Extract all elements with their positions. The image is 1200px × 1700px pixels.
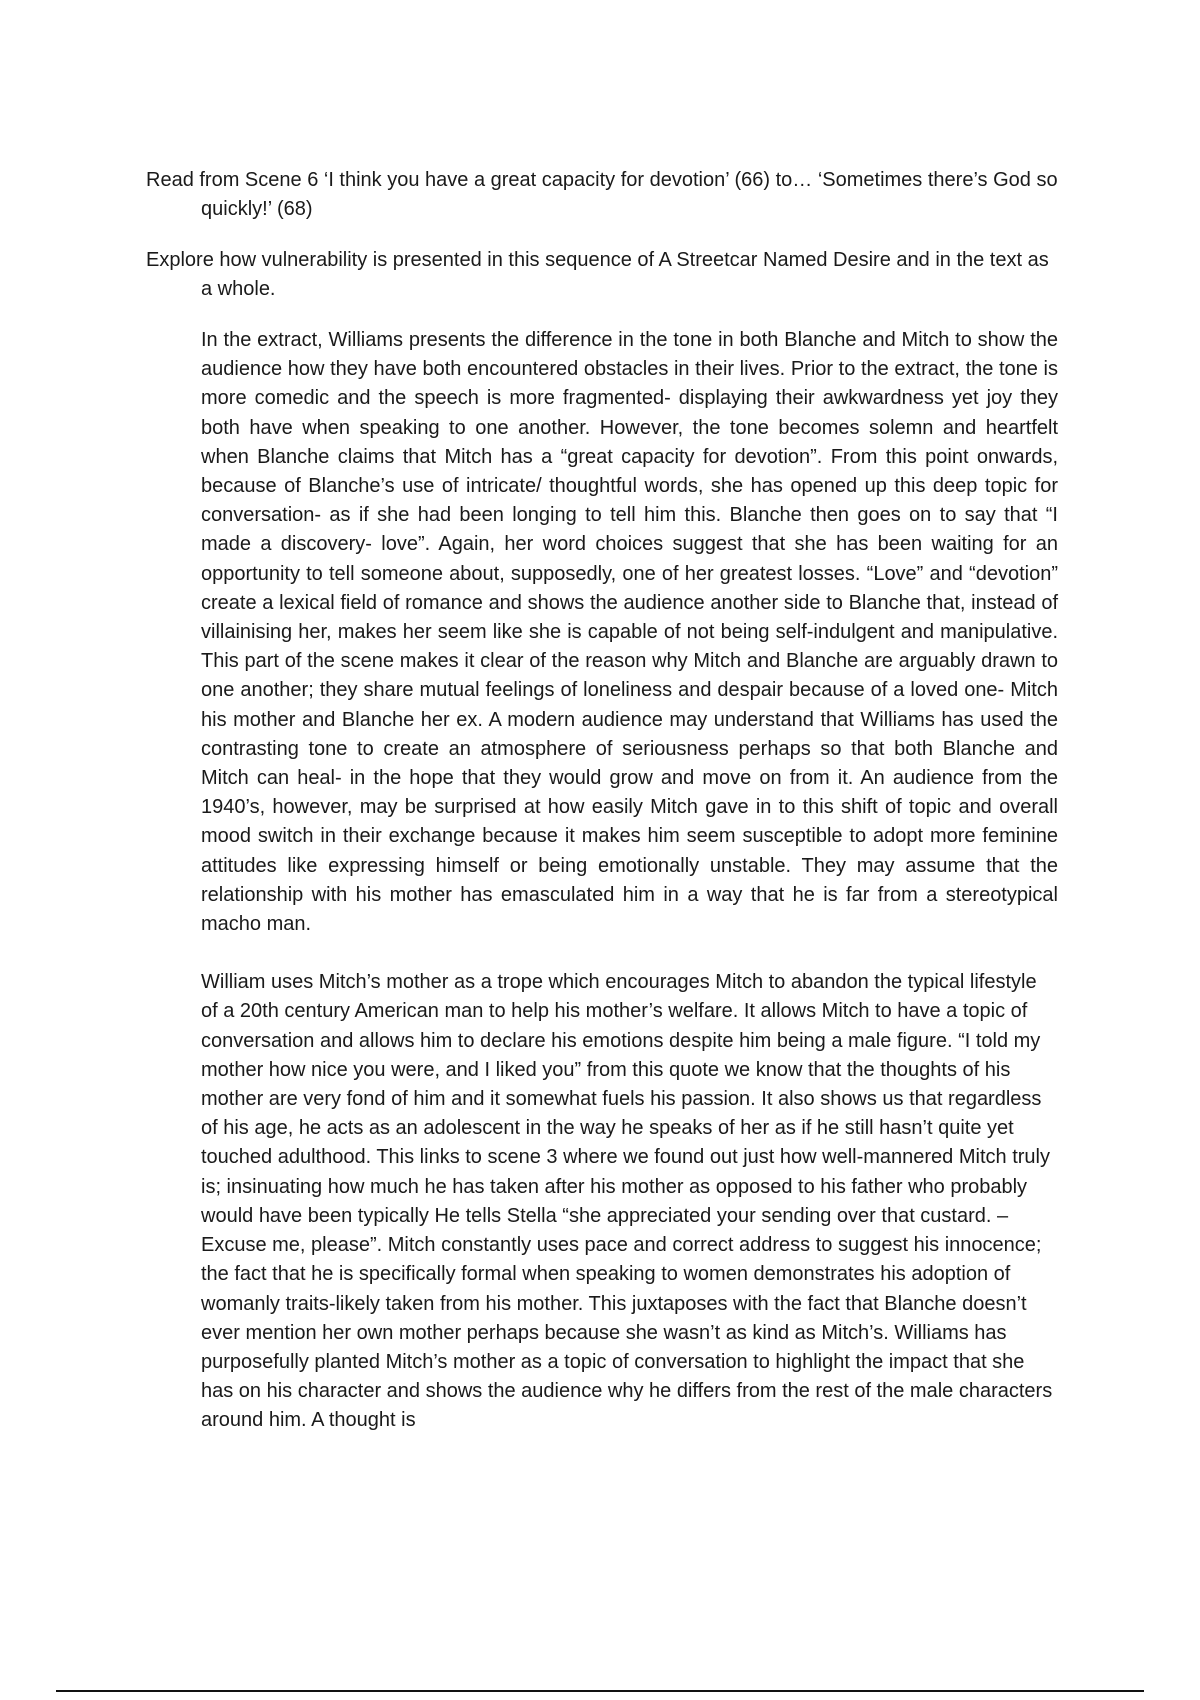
essay-question: Explore how vulnerability is presented in this sequence of A Streetcar Named Desire and in the text as a whole. bbox=[146, 249, 1049, 300]
footer-divider bbox=[56, 1690, 1144, 1692]
document-content bbox=[146, 166, 1058, 1436]
essay-paragraph-2: William uses Mitch’s mother as a trope which encourages Mitch to abandon the typical lifestyle of a 20th century American man to help his mother’s welfare. It allows Mitch to have a topic of conversation and allows him to declare his emotions despite him being a male figure. “I told my mother how nice you were, and I liked you” from this quote we know that the thoughts of his mother are very fond of him and it somewhat fuels his passion. It also shows us that regardless of his age, he acts as an adolescent in the way he speaks of her as if he still hasn’t quite yet touched adulthood. This links to scene 3 where we found out just how well-mannered Mitch truly is; insinuating how much he has taken after his mother as opposed to his father who probably would have been typically He tells Stella “she appreciated your sending over that custard. – Excuse me, please”. Mitch constantly uses pace and correct address to suggest his innocence; the fact that he is specifically formal when speaking to women demonstrates his adoption of womanly traits-likely taken from his mother. This juxtaposes with the fact that Blanche doesn’t ever mention her own mother perhaps because she wasn’t as kind as Mitch’s. Williams has purposefully planted Mitch’s mother as a topic of conversation to highlight the impact that she has on his character and shows the audience why he differs from the rest of the male characters around him. A thought is bbox=[201, 971, 1053, 1432]
paragraph-spacer bbox=[146, 939, 1058, 968]
essay-paragraph-1: In the extract, Williams presents the difference in the tone in both Blanche and Mitch to show the audience how they have both encountered obstacles in their lives. Prior to the extract, the tone is more comedic and the speech is more fragmented- displaying their awkwardness yet joy they both have when speaking to one another. However, the tone becomes solemn and heartfelt when Blanche claims that Mitch has a “great capacity for devotion”. From this point onwards, because of Blanche’s use of intricate/ thoughtful words, she has opened up this deep topic for conversation- as if she had been longing to tell him this. Blanche then goes on to say that “I made a discovery- love”. Again, her word choices suggest that she has been waiting for an opportunity to tell someone about, supposedly, one of her greatest losses. “Love” and “devotion” create a lexical field of romance and shows the audience another side to Blanche that, instead of villainising her, makes her seem like she is capable of not being self-indulgent and manipulative. This part of the scene makes it clear of the reason why Mitch and Blanche are arguably drawn to one another; they share mutual feelings of loneliness and despair because of a loved one- Mitch his mother and Blanche her ex. A modern audience may understand that Williams has used the contrasting tone to create an atmosphere of seriousness perhaps so that both Blanche and Mitch can heal- in the hope that they would grow and move on from it. An audience from the 1940’s, however, may be surprised at how easily Mitch gave in to this shift of topic and overall mood switch in their exchange because it makes him seem susceptible to adopt more feminine attitudes like expressing himself or being emotionally unstable. They may assume that the relationship with his mother has emasculated him in a way that he is far from a stereotypical macho man. bbox=[201, 329, 1058, 936]
reading-instruction: Read from Scene 6 ‘I think you have a great capacity for devotion’ (66) to… ‘Sometimes there’s God so quickly!’ (68) bbox=[146, 169, 1058, 220]
